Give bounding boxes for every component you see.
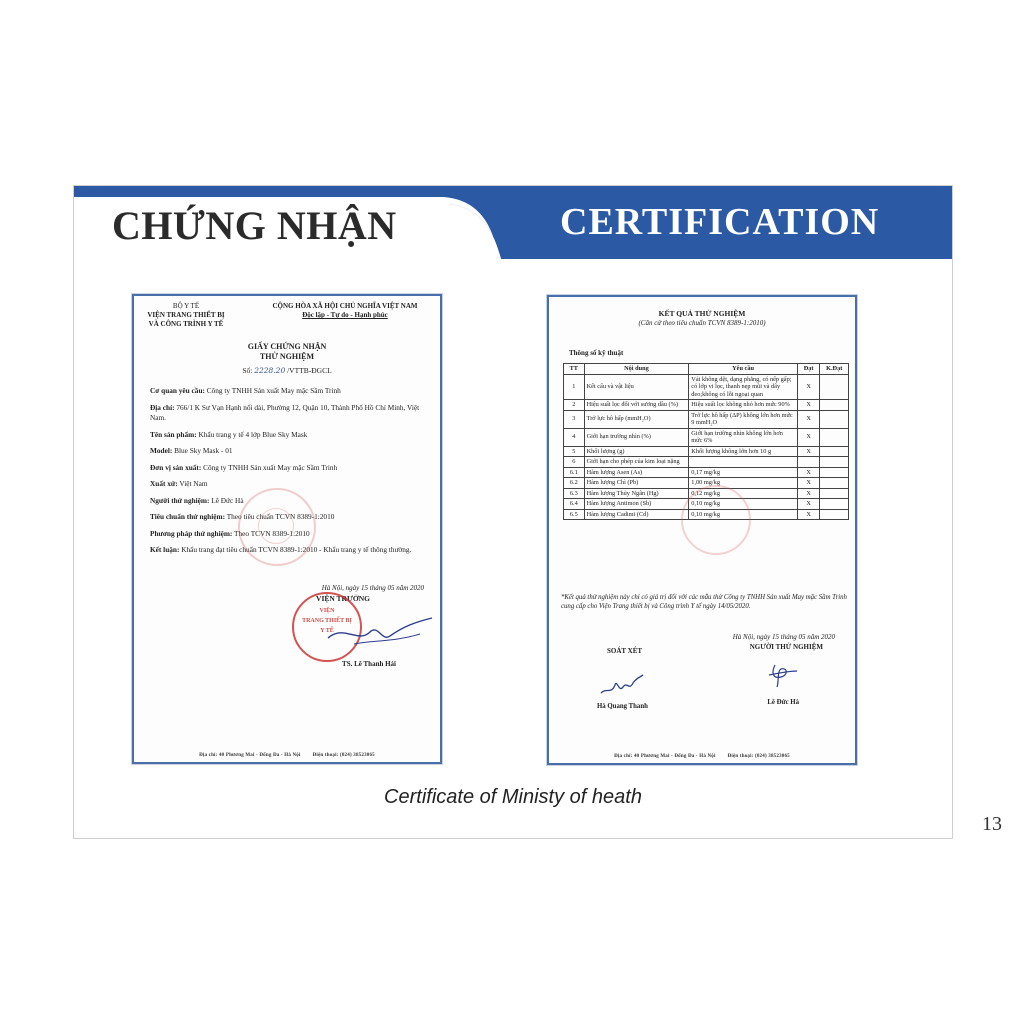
- field-value: Việt Nam: [177, 479, 208, 488]
- field-address: [150, 403, 434, 424]
- field-label: Địa chỉ:: [150, 402, 175, 412]
- field-value: Khẩu trang đạt tiêu chuẩn TCVN 8389-1:2010 - Khẩu trang y tế thông thường.: [179, 545, 412, 554]
- cell-requirement: Hiệu suất lọc không nhỏ hơn mức 90%: [689, 400, 798, 411]
- cell-pass: X: [797, 400, 820, 411]
- cell-requirement: 0,10 mg/kg: [689, 509, 798, 520]
- cell-tt: 6: [564, 457, 585, 468]
- cell-tt: 2: [564, 400, 585, 411]
- cell-pass: X: [797, 509, 820, 520]
- cell-requirement: Trở lực hô hấp (ΔP) không lớn hơn mức 9 mmH₂O: [689, 410, 798, 428]
- tester-name: Lê Đức Hà: [767, 699, 799, 706]
- cell-fail: [820, 446, 849, 457]
- cell-fail: [820, 467, 849, 478]
- tester-signature: [765, 661, 801, 689]
- column-header-fail: K.Đạt: [820, 364, 849, 375]
- cell-content: Hàm lượng Cadimi (Cd): [584, 509, 689, 520]
- cell-fail: [820, 478, 849, 489]
- cell-content: Giới hạn cho phép của kim loại nặng: [584, 457, 689, 468]
- field-value: Theo tiêu chuẩn TCVN 8389-1:2010: [225, 512, 335, 521]
- title-english: CERTIFICATION: [560, 201, 880, 243]
- cell-content: Hiệu suất lọc đối với sương dầu (%): [584, 400, 689, 411]
- cell-tt: 6.5: [564, 509, 585, 520]
- institute-name-line1: VIỆN TRANG THIẾT BỊ: [147, 311, 225, 319]
- field-value: Công ty TNHH Sản xuất May mặc Sầm Trinh: [204, 386, 341, 395]
- cell-pass: X: [797, 488, 820, 499]
- reviewer-signature: [597, 671, 647, 699]
- seal-text-line2: TRANG THIẾT BỊ: [302, 618, 352, 624]
- issue-place-date: Hà Nội, ngày 15 tháng 05 năm 2020: [321, 584, 424, 592]
- results-subtitle: (Căn cứ theo tiêu chuẩn TCVN 8389-1:2010): [638, 319, 766, 327]
- title-vietnamese: CHỨNG NHẬN: [112, 203, 397, 248]
- column-header-pass: Đạt: [797, 364, 820, 375]
- cell-fail: [820, 499, 849, 510]
- cell-requirement: [689, 457, 798, 468]
- cell-fail: [820, 457, 849, 468]
- cell-requirement: 0,10 mg/kg: [689, 499, 798, 510]
- field-product-name: [150, 430, 434, 441]
- cell-content: Kết cấu và vật liệu: [584, 374, 689, 400]
- seal-text-line1: VIỆN: [319, 608, 335, 614]
- field-label: Kết luận:: [150, 545, 180, 554]
- field-label: Model:: [150, 446, 173, 455]
- field-label: Cơ quan yêu cầu:: [150, 386, 205, 395]
- results-section-heading: Thông số kỹ thuật: [569, 349, 624, 357]
- field-label: Tiêu chuẩn thử nghiệm:: [150, 512, 225, 521]
- field-requester: [150, 386, 434, 397]
- footer-address: Địa chỉ: 40 Phương Mai - Đống Đa - Hà Nội: [199, 753, 301, 758]
- cell-requirement: 0,12 mg/kg: [689, 488, 798, 499]
- institute-name-line2: VÀ CÔNG TRÌNH Y TẾ: [148, 320, 224, 328]
- cell-content: Khối lượng (g): [584, 446, 689, 457]
- field-origin: [150, 479, 434, 490]
- field-value: Theo TCVN 8389-1:2010: [232, 528, 310, 538]
- cell-content: Hàm lượng Chì (Pb): [584, 478, 689, 489]
- certificate-title-line2: THỬ NGHIỆM: [259, 352, 315, 361]
- table-row: [564, 400, 849, 411]
- field-manufacturer: [150, 463, 434, 474]
- document-footer: [134, 753, 440, 758]
- cell-content: Trở lực hô hấp (mmH₂O): [584, 410, 689, 428]
- cell-tt: 5: [564, 446, 585, 457]
- reviewer-name: Hà Quang Thanh: [597, 703, 648, 710]
- cell-tt: 6.3: [564, 488, 585, 499]
- certificate-caption: Certificate of Ministy of heath: [384, 786, 642, 808]
- signatory-name: TS. Lê Thanh Hải: [342, 660, 396, 668]
- page-number: 13: [982, 813, 1002, 835]
- watermark-seal: [238, 488, 316, 566]
- ministry-name: BỘ Y TẾ: [172, 302, 200, 310]
- cell-tt: 6.4: [564, 499, 585, 510]
- cell-fail: [820, 509, 849, 520]
- seal-text-line3: Y TẾ: [320, 628, 334, 634]
- cell-fail: [820, 488, 849, 499]
- certificate-number: [134, 366, 440, 375]
- watermark-seal: [681, 485, 751, 555]
- issuing-organization: [140, 302, 232, 329]
- table-header-row: [564, 364, 849, 375]
- cell-pass: [797, 457, 820, 468]
- cell-content: Hàm lượng Thủy Ngân (Hg): [584, 488, 689, 499]
- table-row: [564, 410, 849, 428]
- cell-fail: [820, 410, 849, 428]
- tester-title: NGƯỜI THỬ NGHIỆM: [749, 643, 823, 651]
- cell-requirement: Khối lượng không lớn hơn 10 g: [689, 446, 798, 457]
- cell-pass: X: [797, 467, 820, 478]
- field-value: Công ty TNHH Sản xuất May mặc Sầm Trinh: [201, 462, 338, 472]
- field-value: Lê Đức Hà: [209, 495, 244, 505]
- certificate-title: [134, 342, 440, 362]
- cell-requirement: Giới hạn trường nhìn không lớn hơn mức 6%: [689, 428, 798, 446]
- field-value: Blue Sky Mask - 01: [172, 446, 233, 455]
- certificate-number-handwritten: 2228.20: [254, 366, 286, 375]
- column-header-tt: TT: [564, 364, 585, 375]
- results-note: *Kết quả thử nghiệm này chỉ có giá trị đối với các mẫu thử Công ty TNHH Sản xuất May mặc Sầm Trinh cung cấp cho Viện Trang thiết bị và Công trình Y tế ngày 14/05/2020.: [561, 594, 847, 610]
- cell-tt: 3: [564, 410, 585, 428]
- cell-pass: X: [797, 374, 820, 400]
- results-place-date: Hà Nội, ngày 15 tháng 05 năm 2020: [732, 633, 835, 641]
- footer-phone: Điện thoại: (024) 38523065: [312, 753, 375, 758]
- field-label: Phương pháp thử nghiệm:: [150, 528, 233, 538]
- signatory-title: VIỆN TRƯỞNG: [316, 594, 370, 603]
- column-header-requirement: Yêu cầu: [689, 364, 798, 375]
- cell-requirement: Vải không dệt, dạng phẳng, có nếp gấp; có lớp vi lọc, thanh nẹp mũi và dây đeo;không có lỗi ngoại quan: [689, 374, 798, 400]
- cell-tt: 6.1: [564, 467, 585, 478]
- footer-phone: Điện thoại: (024) 38523065: [727, 754, 790, 759]
- field-model: [150, 446, 434, 457]
- column-header-content: Nội dung: [584, 364, 689, 375]
- field-value: Khẩu trang y tế 4 lớp Blue Sky Mask: [196, 429, 308, 439]
- cell-requirement: 0,17 mg/kg: [689, 467, 798, 478]
- table-row: [564, 446, 849, 457]
- test-certificate-document: [132, 294, 442, 764]
- cell-requirement: 1,00 mg/kg: [689, 478, 798, 489]
- cell-fail: [820, 400, 849, 411]
- cell-tt: 6.2: [564, 478, 585, 489]
- certificate-number-prefix: Số:: [242, 366, 255, 375]
- national-motto: Độc lập - Tự do - Hạnh phúc: [302, 311, 388, 319]
- cell-fail: [820, 428, 849, 446]
- cell-tt: 1: [564, 374, 585, 400]
- cell-content: Giới hạn trường nhìn (%): [584, 428, 689, 446]
- reviewer-title: SOÁT XÉT: [607, 647, 643, 655]
- footer-address: Địa chỉ: 40 Phương Mai - Đống Đa - Hà Nội: [614, 754, 716, 759]
- results-title: KẾT QUẢ THỬ NGHIỆM: [658, 309, 746, 318]
- cell-pass: X: [797, 478, 820, 489]
- field-label: Xuất xứ:: [150, 479, 178, 488]
- cell-pass: X: [797, 499, 820, 510]
- field-label: Người thử nghiệm:: [150, 495, 210, 505]
- table-row: [564, 374, 849, 400]
- field-value: 766/1 K Sư Vạn Hạnh nối dài, Phường 12, Quận 10, Thành Phố Hồ Chí Minh, Việt Nam.: [150, 402, 420, 422]
- director-signature: [324, 614, 436, 650]
- cell-fail: [820, 374, 849, 400]
- cell-content: Hàm lượng Antimon (Sb): [584, 499, 689, 510]
- cell-tt: 4: [564, 428, 585, 446]
- cell-content: Hàm lượng Asen (As): [584, 467, 689, 478]
- nation-name: CỘNG HÒA XÃ HỘI CHỦ NGHĨA VIỆT NAM: [272, 302, 418, 310]
- field-label: Đơn vị sản xuất:: [150, 462, 202, 472]
- field-label: Tên sản phẩm:: [150, 429, 197, 439]
- table-row: [564, 428, 849, 446]
- cell-pass: X: [797, 428, 820, 446]
- table-row: [564, 467, 849, 478]
- cell-pass: X: [797, 410, 820, 428]
- table-row: [564, 457, 849, 468]
- document-footer: [549, 754, 855, 759]
- cell-pass: X: [797, 446, 820, 457]
- national-header: [252, 302, 438, 320]
- certificate-title-line1: GIẤY CHỨNG NHẬN: [247, 342, 327, 351]
- certificate-number-suffix: /VTTB-ĐGCL: [285, 366, 332, 375]
- test-results-document: [547, 295, 857, 765]
